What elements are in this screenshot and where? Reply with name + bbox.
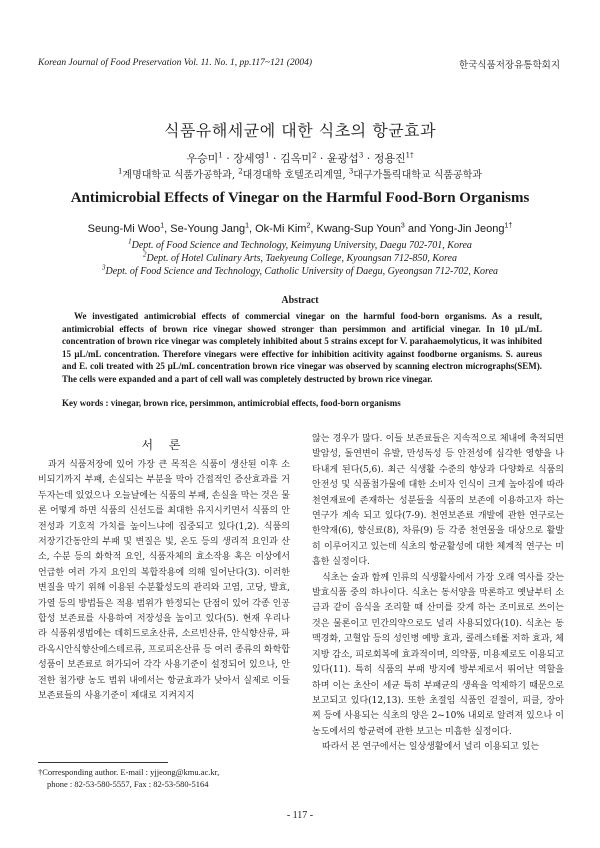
keywords: Key words : vinegar, brown rice, persimmon, antimicrobial effects, food-born organisms (62, 398, 401, 408)
footnote-divider (38, 762, 168, 763)
author-name: 장세영 (233, 152, 266, 165)
english-authors: Seung-Mi Woo$^1$, Se-Young Jang$^1$, Ok-Mi Kim$^2$, Kwang-Sup Youn$^3$ and Yong-Jin Jeong$^{1\dagger}$ (87, 222, 513, 235)
page-number: - 117 - (286, 810, 314, 821)
korean-affiliations: $^1$계명대학교 식품가공학과, $^2$대경대학 호텔조리계열, $^3$대구가톨릭대학교 식품공학과 (117, 167, 483, 181)
korean-authors: 우승미$^1$ · 장세영$^1$ · 김옥미$^2$ · 윤광섭$^3$ · 정용진$^{1\dagger}$ (186, 151, 414, 165)
body-column-left (38, 458, 290, 705)
journal-citation: Korean Journal of Food Preservation Vol. 11. No. 1, pp.117~121 (2004) (38, 58, 313, 68)
section-heading-introduction: 서 론 (141, 438, 187, 452)
body-paragraph: 않는 경우가 많다. 이들 보존료들은 지속적으로 체내에 축적되면 발암성, 돌연변이 유발, 만성독성 등 안전성에 심각한 영향을 나타내게 된다(5,6). 최근 식생활 수준의 향상과 다양화로 식품의 안전성 및 식품첨가물에 대한 소비자 인식이 크게 높아짐에 따라 천연재료에 존재하는 성분들을 식품의 보존에 이용하고자 하는 연구가 계속 되고 있다(7-9). 천연보존료 개발에 관한 연구로는 한약재(6), 향신료(8), 차류(9) 등 각종 천연물을 대상으로 활발히 이루어지고 있는데 식초의 항균활성에 대한 체계적 연구는 미흡한 실정이다. (312, 434, 564, 568)
body-paragraph: 따라서 본 연구에서는 일상생활에서 널리 이용되고 있는 (322, 742, 540, 753)
english-affiliation-3: $^3$Dept. of Food Science and Technology, Catholic University of Daegu, Gyeongsan 712-702, Korea (101, 263, 499, 277)
english-title: Antimicrobial Effects of Vinegar on the Harmful Food-Born Organisms (70, 190, 530, 206)
body-paragraph: 식초는 술과 함께 인류의 식생활사에서 가장 오래 역사를 갖는 발효식품 중의 하나이다. 식초는 동서양을 막론하고 옛날부터 소금과 같이 음식을 조리할 때 산미를 갖게 하는 조미료로 쓰이는 것은 물론이고 민간의약으로도 널리 사용되었다(10). 식초는 동맥경화, 고혈압 등의 성인병 예방 효과, 콜레스테롤 저하 효과, 체지방 감소, 피로회복에 효과적이며, 의약품, 미용제로도 이용되고 있다(11). 특히 식품의 부패 방지에 방부제로서 뛰어난 역할을 하며 이는 초산이 세균 특히 부패균의 생육을 억제하기 때문으로 보고되고 있다(12,13). 또한 초절임 식품인 겉절이, 피클, 장아찌 등에 사용되는 식초의 양은 2~10% 내외로 알려져 있으나 이 농도에서의 항균력에 관한 보고는 미흡한 실정이다. (312, 572, 564, 737)
english-affiliation-1: $^1$Dept. of Food Science and Technology, Keimyung University, Daegu 702-701, Korea (128, 237, 472, 251)
abstract-heading: Abstract (281, 295, 319, 306)
corresponding-author-footnote: †Corresponding author. E-mail : yjjeong@kmu.ac.kr, phone : 82-53-580-5557, Fax : 82-53-580-5164 (38, 767, 220, 789)
author-name: 우승미 (186, 152, 219, 165)
body-paragraph: 과거 식품저장에 있어 가장 큰 목적은 식품이 생산된 이후 소비되기까지 부패, 손실되는 부분을 막아 간접적인 증산효과를 거두자는데 있었으나 오늘날에는 식품의 부패, 손실을 막는 것은 물론 어떻게 하면 식품의 신선도를 최대한 유지시키면서 식품의 안전성과 기호적 가치를 높이느냐에 집중되고 있다(1,2). 식품의 저장기간동안의 부패 및 변질은 빛, 온도 등의 생리적 요인과 산소, 수분 등의 화학적 요인, 식품자체의 효소작용 혹은 이상에서 언급한 여러 가지 요인의 복합작용에 의해 일어난다(3). 이러한 변질을 막기 위해 이용된 수분활성도의 관리와 고염, 고당, 발효, 가열 등의 방법들은 적용 범위가 한정되는 단점이 있어 각종 인공합성 보존료를 사용하여 저장성을 높이고 있다(5). 현재 우리나라 식품위생법에는 데히드로초산류, 소르빈산류, 안식향산류, 파라옥시안식향산에스테르류, 프로피온산류 등 여러 종류의 화학합성품이 보존료로 허가되어 각각 사용기준이 설정되어 있으나, 안전한 첨가량 농도 범위 내에서는 항균효과가 낮아서 실제로 이들 보존료들의 사용기준이 제대로 지켜지지 (38, 460, 290, 702)
author-name: Kwang-Sup Youn (316, 223, 401, 235)
abstract-body: We investigated antimicrobial effects of commercial vinegar on the harmful food-born organisms. As a result, antimicrobial effects of brown rice vinegar showed stronger than persimmon and artificial vinegar. In 10 μL/mL concentration of brown rice vinegar was completely inhibited about 5 strains except for V. parahaemolyticus, it was inhibited 15 μL/mL concentration. Therefore vinegars were effective for inhibition acitivity against foodborne organisms. S. aureus and E. coli treated with 25 μL/mL concentration brown rice vinegar was observed by scanning electron micrographs(SEM). The cells were expanded and a part of cell wall was completely destructed by brown rice vinegar. (62, 311, 542, 384)
author-name: Se-Young Jang (170, 223, 246, 235)
body-column-right (312, 432, 564, 756)
author-name: 정용진 (373, 152, 406, 165)
author-name: 김옥미 (280, 152, 312, 165)
english-affiliation-2: $^2$Dept. of Hotel Culinary Arts, Taekyeung College, Kyoungsan 712-850, Korea (143, 250, 457, 264)
korean-title: 식품유해세균에 대한 식초의 항균효과 (163, 121, 437, 140)
author-name: Ok-Mi Kim (255, 223, 307, 235)
author-name: Seung-Mi Woo (87, 223, 161, 235)
author-name: 윤광섭 (326, 152, 359, 165)
author-name: Yong-Jin Jeong (429, 223, 505, 235)
society-name: 한국식품저장유통학회지 (459, 60, 560, 71)
